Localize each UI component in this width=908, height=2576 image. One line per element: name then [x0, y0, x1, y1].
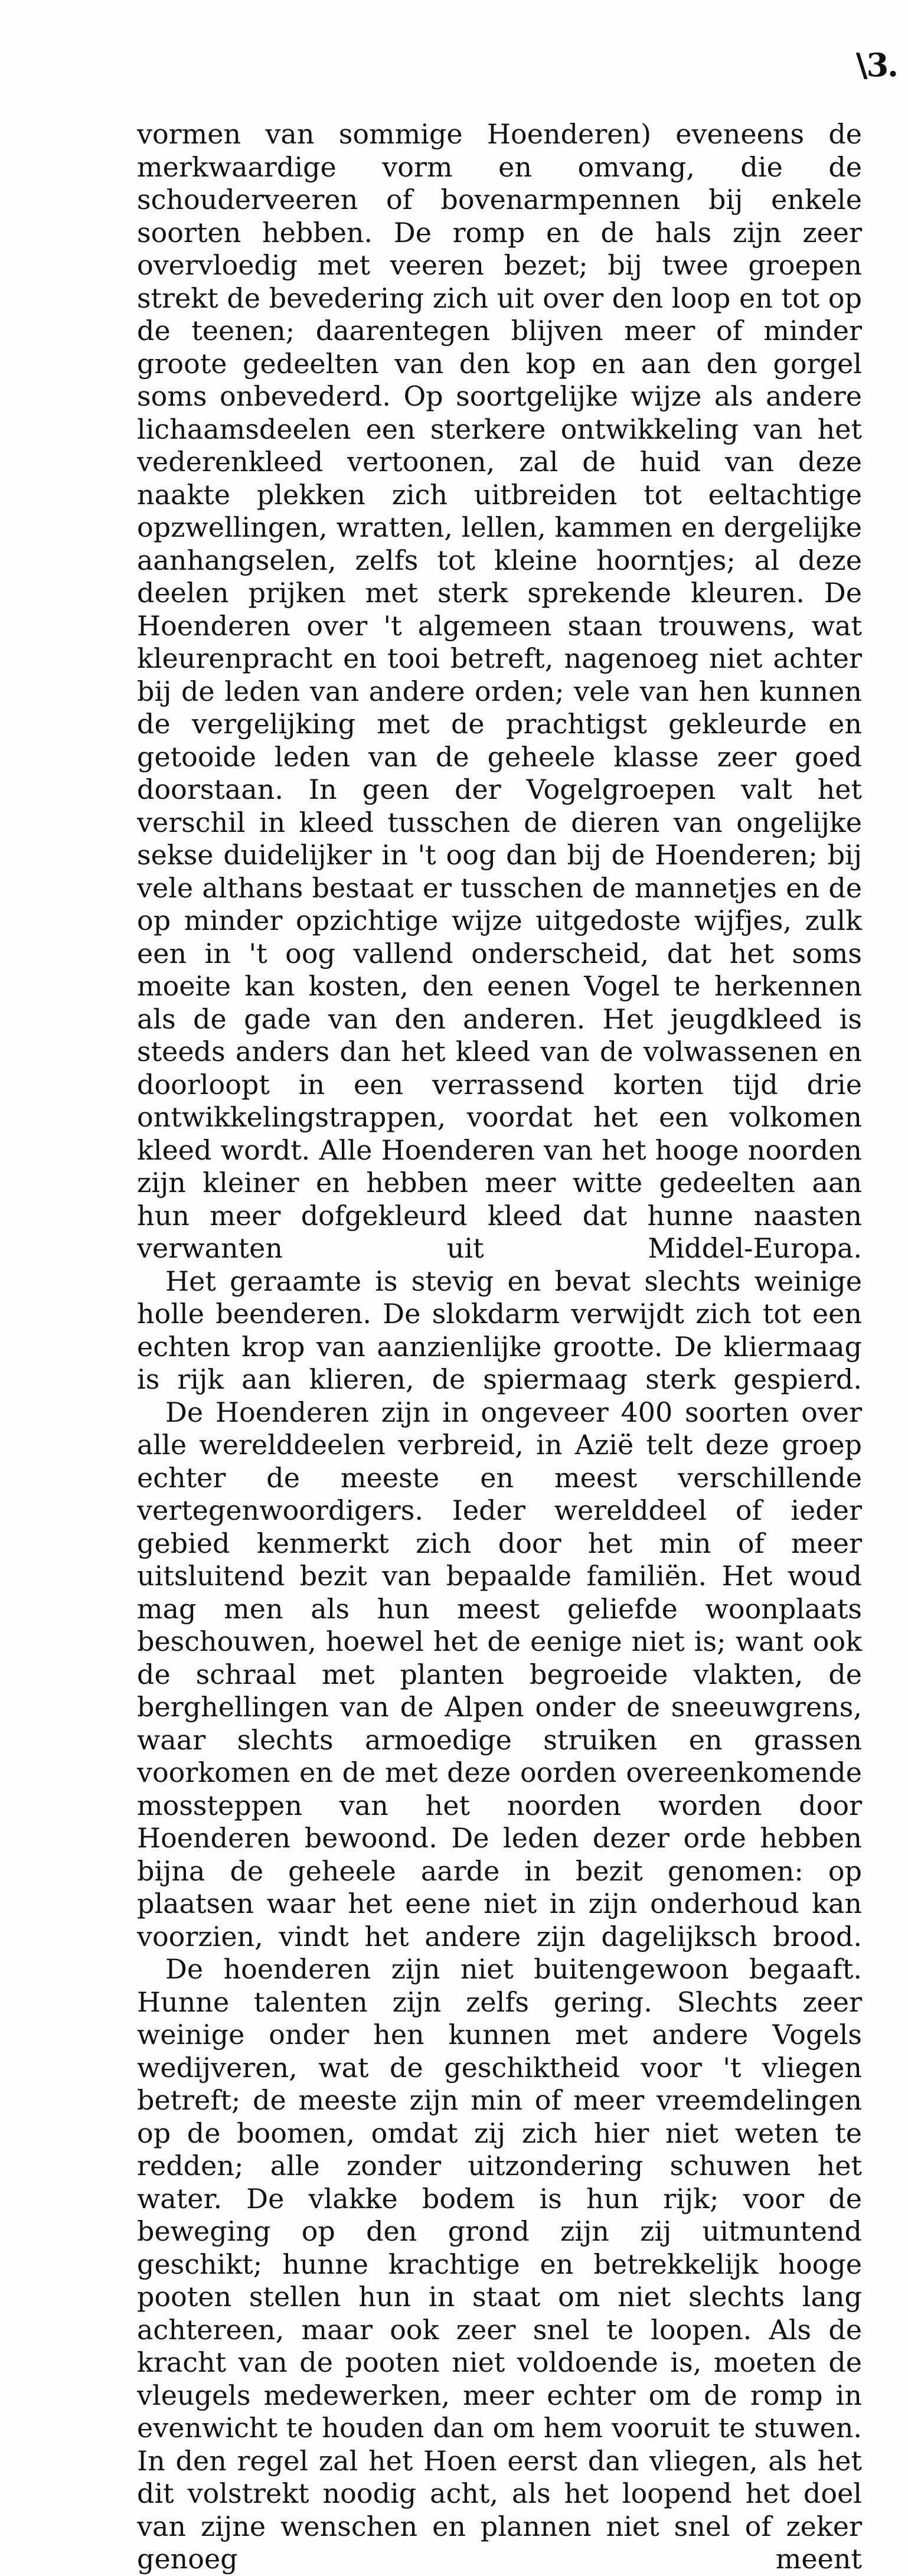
paragraph-1: vormen van sommige Hoenderen) eveneens de merkwaardige vorm en omvang, die de schouderveeren of bovenarmpennen bij enkele soorten hebben. De romp en de hals zijn zeer overvloedig met veeren bezet; bij twee groepen strekt de bevedering zich uit over den loop en tot op de teenen; daarentegen blijven meer of minder groote gedeelten van den kop en aan den gorgel soms onbevederd. Op soortgelijke wijze als andere lichaamsdeelen een sterkere ontwikkeling van het vederenkleed vertoonen, zal de huid van deze naakte plekken zich uitbreiden tot eeltachtige opzwellingen, wratten, lellen, kammen en dergelijke aanhangselen, zelfs tot kleine hoorntjes; al deze deelen prijken met sterk sprekende kleuren. De Hoenderen over 't algemeen staan trouwens, wat kleurenpracht en tooi betreft, nagenoeg niet achter bij de leden van andere orden; vele van hen kunnen de vergelijking met de prachtigst gekleurde en getooide leden van de geheele klasse zeer goed doorstaan. In geen der Vogelgroepen valt het verschil in kleed tusschen de dieren van ongelijke sekse duidelijker in 't oog dan bij de Hoenderen; bij vele althans bestaat er tusschen de mannetjes en de op minder opzichtige wijze uitgedoste wijfjes, zulk een in 't oog vallend onderscheid, dat het soms moeite kan kosten, den eenen Vogel te herkennen als de gade van den anderen. Het jeugdkleed is steeds anders dan het kleed van de volwassenen en doorloopt in een verrassend korten tijd drie ontwikkelingstrappen, voordat het een volkomen kleed wordt. Alle Hoenderen van het hooge noorden zijn kleiner en hebben meer witte gedeelten aan hun meer dofgekleurd kleed dat hunne naasten verwanten uit Middel-Europa. [137, 118, 862, 1264]
paragraph-4: De hoenderen zijn niet buitengewoon begaaft. Hunne talenten zijn zelfs gering. Slechts zeer weinige onder hen kunnen met andere Vogels wedijveren, wat de geschiktheid voor 't vliegen betreft; de meeste zijn min of meer vreemdelingen op de boomen, omdat zij zich hier niet weten te redden; alle zonder uitzondering schuwen het water. De vlakke bodem is hun rijk; voor de beweging op den grond zijn zij uitmuntend geschikt; hunne krachtige en betrekkelijk hooge pooten stellen hun in staat om niet slechts lang achtereen, maar ook zeer snel te loopen. Als de kracht van de pooten niet voldoende is, moeten de vleugels medewerken, meer echter om de romp in evenwicht te houden dan om hem vooruit te stuwen. In den regel zal het Hoen eerst dan vliegen, als het dit volstrekt noodig acht, als het loopend het doel van zijne wenschen en plannen niet snel of zeker genoeg meent [137, 1953, 862, 2575]
text-column [137, 118, 862, 2576]
page-number: \3. [855, 46, 897, 84]
paragraph-2: Het geraamte is stevig en bevat slechts weinige holle beenderen. De slokdarm verwijdt zich tot een echten krop van aanzienlijke grootte. De kliermaag is rijk aan klieren, de spiermaag sterk gespierd. [137, 1265, 862, 1395]
paragraph-3: De Hoenderen zijn in ongeveer 400 soorten over alle werelddeelen verbreid, in Azië telt deze groep echter de meeste en meest verschillende vertegenwoordigers. Ieder werelddeel of ieder gebied kenmerkt zich door het min of meer uitsluitend bezit van bepaalde familiën. Het woud mag men als hun meest geliefde woonplaats beschouwen, hoewel het de eenige niet is; want ook de schraal met planten begroeide vlakten, de berghellingen van de Alpen onder de sneeuwgrens, waar slechts armoedige struiken en grassen voorkomen en de met deze oorden overeenkomende mossteppen van het noorden worden door Hoenderen bewoond. De leden dezer orde hebben bijna de geheele aarde in bezit genomen: op plaatsen waar het eene niet in zijn onderhoud kan voorzien, vindt het andere zijn dagelijksch brood. [137, 1396, 862, 1953]
